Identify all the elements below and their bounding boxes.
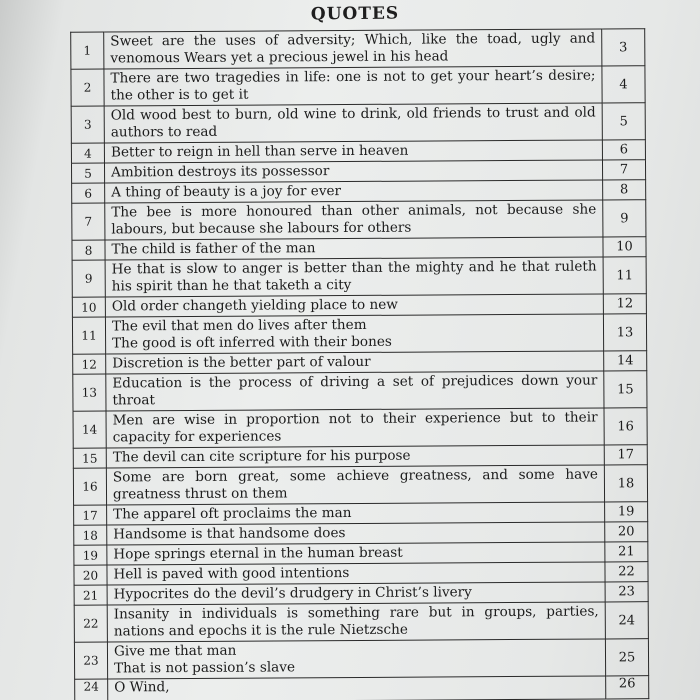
quote-text: The apparel oft proclaims the man [107, 502, 605, 525]
quote-row [71, 103, 645, 144]
quote-page-number: 18 [604, 465, 647, 502]
quote-number: 21 [74, 585, 107, 605]
quote-number: 17 [74, 505, 107, 525]
quote-number: 7 [72, 203, 105, 240]
quote-number: 14 [73, 411, 106, 448]
quote-page-number: 22 [605, 562, 648, 582]
quote-number: 15 [73, 448, 106, 468]
quote-page-number: 9 [603, 200, 646, 237]
quotes-table [70, 28, 649, 700]
quote-number: 23 [74, 642, 107, 679]
quote-row [74, 602, 648, 643]
quote-number: 16 [73, 468, 106, 505]
quote-row [72, 257, 646, 298]
quote-page-number: 10 [603, 237, 646, 257]
quote-row [75, 676, 649, 700]
quote-number: 10 [72, 297, 105, 317]
quote-page-number: 20 [605, 522, 648, 542]
quotes-table-body [71, 29, 649, 700]
quote-number: 1 [71, 32, 104, 69]
quote-page-number: 15 [604, 371, 647, 408]
quote-text: Some are born great, some achieve greatness, and some have greatness thrust on them [106, 465, 604, 505]
quote-text: A thing of beauty is a joy for ever [105, 180, 603, 203]
quote-number: 8 [72, 240, 105, 260]
quote-text: The devil can cite scripture for his purpose [106, 445, 604, 468]
quote-number: 22 [74, 605, 107, 642]
quote-text: Old wood best to burn, old wine to drink, old friends to trust and old authors to read [104, 103, 602, 143]
quote-page-number: 19 [605, 502, 648, 522]
quote-row [72, 314, 646, 355]
quote-text: The bee is more honoured than other animals, not because she labours, but because she labours for others [105, 200, 603, 240]
quote-number: 18 [74, 525, 107, 545]
quote-page-number: 25 [605, 639, 648, 676]
quote-number: 19 [74, 545, 107, 565]
quote-text: Education is the process of driving a set of prejudices down your throat [106, 371, 604, 411]
page-title: QUOTES [310, 3, 400, 25]
quote-page-number: 17 [604, 445, 647, 465]
quote-number: 20 [74, 565, 107, 585]
quote-text: Give me that man That is not passion’s slave [107, 639, 605, 679]
quote-text: The evil that men do lives after them The good is oft inferred with their bones [105, 314, 603, 354]
quote-row [73, 371, 647, 412]
quote-row [71, 29, 645, 70]
quote-page-number: 3 [602, 29, 645, 66]
quote-text: O Wind, [108, 676, 606, 700]
quote-page-number: 11 [603, 257, 646, 294]
quote-page-number: 8 [603, 180, 646, 200]
quote-text: Ambition destroys its possessor [104, 160, 602, 183]
quote-text: Sweet are the uses of adversity; Which, like the toad, ugly and venomous Wears yet a precious jewel in his head [104, 29, 602, 69]
quote-text: There are two tragedies in life: one is not to get your heart’s desire; the other is to get it [104, 66, 602, 106]
quote-page-number: 12 [603, 294, 646, 314]
quote-row [72, 200, 646, 241]
quote-row [73, 465, 647, 506]
quote-number: 3 [71, 106, 104, 143]
quote-row [71, 66, 645, 107]
quote-row [73, 408, 647, 449]
quote-text: Hell is paved with good intentions [107, 562, 605, 585]
quote-number: 4 [71, 143, 104, 163]
quote-text: Old order changeth yielding place to new [105, 294, 603, 317]
quote-text: He that is slow to anger is better than the mighty and he that ruleth his spirit than he that taketh a city [105, 257, 603, 297]
quote-text: Men are wise in proportion not to their experience but to their capacity for experiences [106, 408, 604, 448]
quote-number: 6 [72, 183, 105, 203]
quote-number: 5 [71, 163, 104, 183]
quote-page-number: 23 [605, 582, 648, 602]
quote-text: The child is father of the man [105, 237, 603, 260]
quote-number: 24 [75, 679, 108, 700]
quote-page-number: 13 [603, 314, 646, 351]
quote-page-number: 26 [606, 676, 649, 699]
quote-text: Insanity in individuals is something rare but in groups, parties, nations and epochs it is the rule Nietzsche [107, 602, 605, 642]
quote-page-number: 5 [602, 103, 645, 140]
quote-row [74, 639, 648, 680]
quote-page-number: 4 [602, 66, 645, 103]
quote-text: Hypocrites do the devil’s drudgery in Christ’s livery [107, 582, 605, 605]
quote-page-number: 16 [604, 408, 647, 445]
quote-text: Better to reign in hell than serve in heaven [104, 140, 602, 163]
quote-number: 9 [72, 260, 105, 297]
quote-page-number: 7 [602, 160, 645, 180]
quote-text: Hope springs eternal in the human breast [107, 542, 605, 565]
quote-number: 2 [71, 69, 104, 106]
quote-number: 11 [72, 317, 105, 354]
quote-number: 12 [73, 354, 106, 374]
quote-number: 13 [73, 374, 106, 411]
quote-page-number: 6 [602, 140, 645, 160]
quote-text: Discretion is the better part of valour [106, 351, 604, 374]
quote-text: Handsome is that handsome does [107, 522, 605, 545]
quote-page-number: 24 [605, 602, 648, 639]
quote-page-number: 21 [605, 542, 648, 562]
quote-page-number: 14 [604, 351, 647, 371]
